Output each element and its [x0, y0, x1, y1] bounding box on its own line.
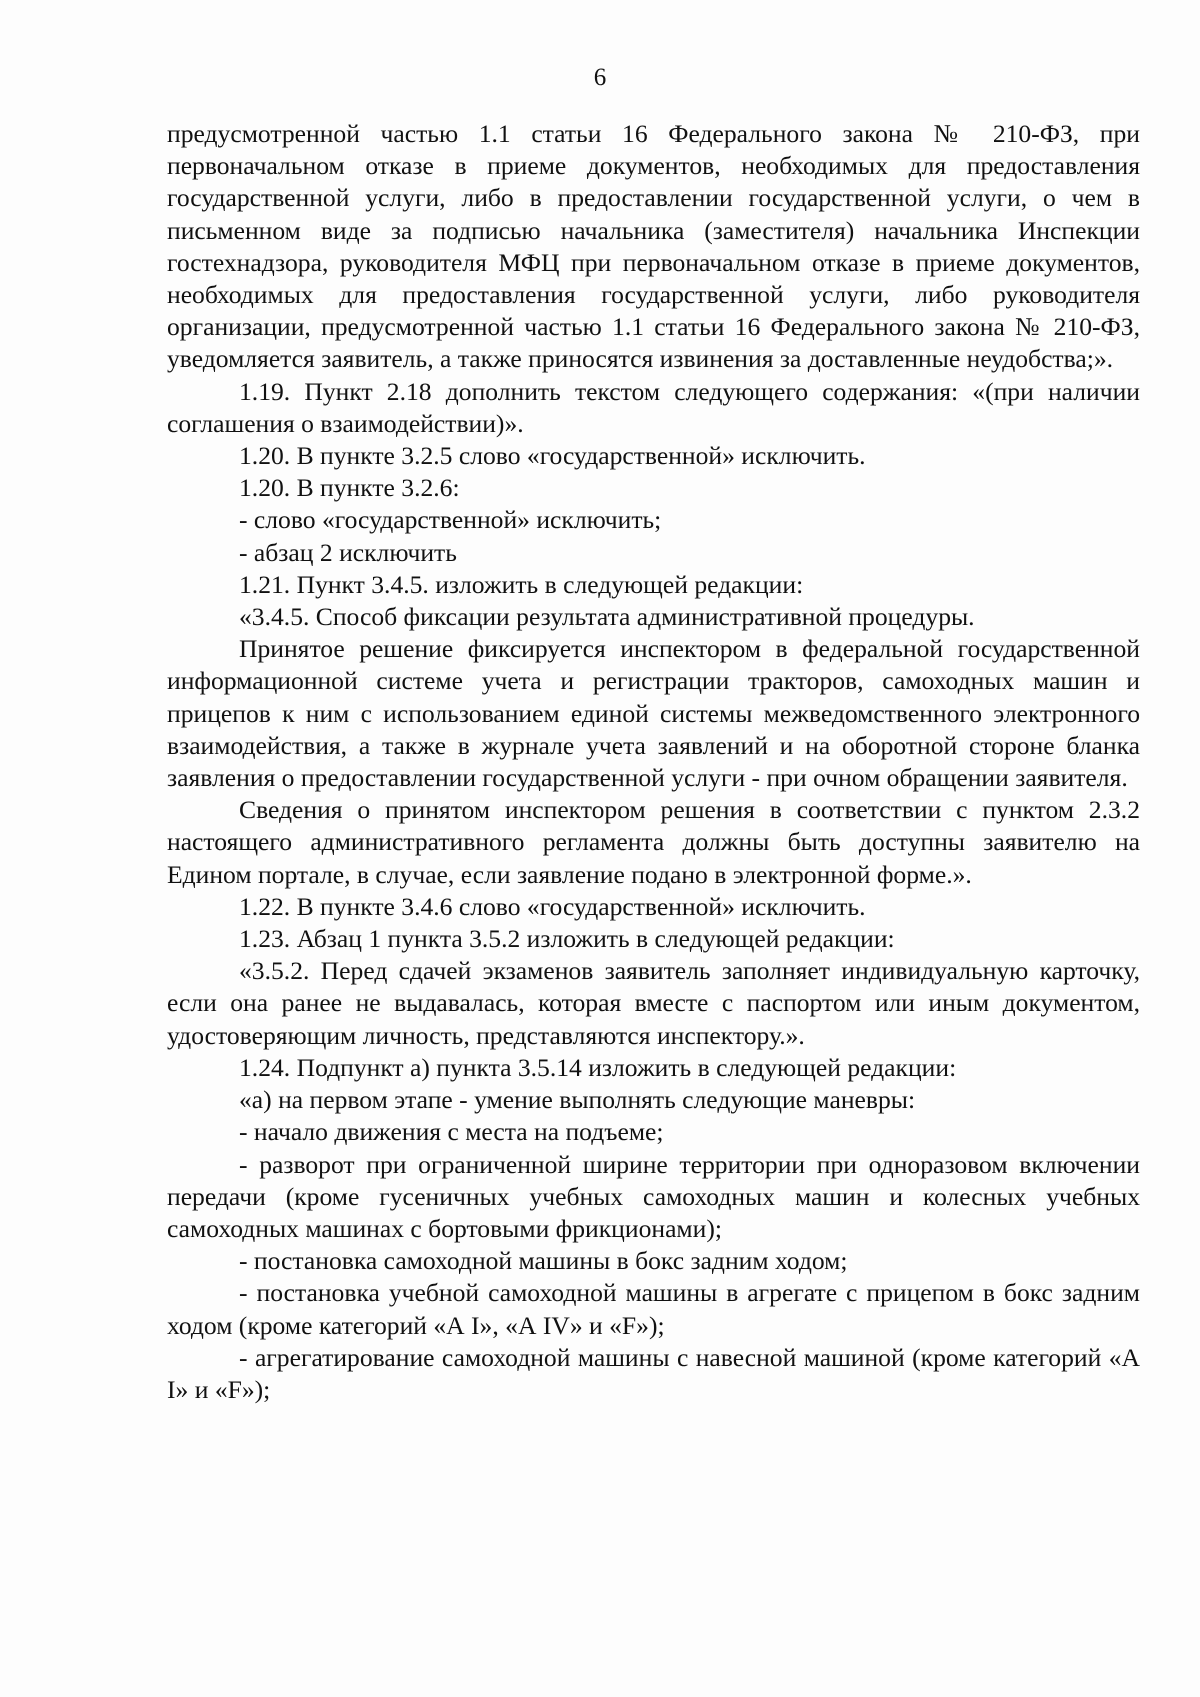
- paragraph-1-23: 1.23. Абзац 1 пункта 3.5.2 изложить в следующей редакции:: [239, 924, 895, 954]
- paragraph-1-20-b: 1.20. В пункте 3.2.6:: [239, 473, 460, 503]
- list-item: - постановка учебной самоходной машины в агрегате с прицепом в бокс задним ходом (кроме категорий «А I», «А IV» и «F»);: [167, 1278, 1140, 1340]
- page-number: 6: [593, 64, 607, 91]
- paragraph-1-20-a: 1.20. В пункте 3.2.5 слово «государственной» исключить.: [239, 441, 866, 471]
- paragraph-3-4-5-heading: «3.4.5. Способ фиксации результата административной процедуры.: [239, 602, 975, 632]
- paragraph-1-22: 1.22. В пункте 3.4.6 слово «государственной» исключить.: [239, 891, 866, 921]
- paragraph-information: Сведения о принятом инспектором решения в соответствии с пунктом 2.3.2 настоящего административного регламента должны быть доступны заявителю на Едином портале, в случае, если заявление подано в электронной форме.».: [167, 795, 1140, 889]
- paragraph-continuation: предусмотренной частью 1.1 статьи 16 Федерального закона № 210-ФЗ, при первоначальном отказе в приеме документов, необходимых для предоставления государственной услуги, либо в предоставлении государственной услуги, о чем в письменном виде за подписью начальника (заместителя) начальника Инспекции гостехнадзора, руководителя МФЦ при первоначальном отказе в приеме документов, необходимых для предоставления государственной услуги, либо руководителя организации, предусмотренной частью 1.1 статьи 16 Федерального закона № 210-ФЗ, уведомляется заявитель, а также приносятся извинения за доставленные неудобства;».: [167, 119, 1140, 374]
- list-item: - абзац 2 исключить: [239, 537, 457, 567]
- list-item: - слово «государственной» исключить;: [239, 505, 662, 535]
- list-item: - постановка самоходной машины в бокс задним ходом;: [239, 1246, 848, 1276]
- paragraph-3-5-2: «3.5.2. Перед сдачей экзаменов заявитель заполняет индивидуальную карточку, если она ранее не выдавалась, которая вместе с паспортом или иным документом, удостоверяющим личность, представляются инспектору.».: [167, 956, 1140, 1050]
- list-item: - начало движения с места на подъеме;: [239, 1117, 664, 1147]
- paragraph-1-21: 1.21. Пункт 3.4.5. изложить в следующей редакции:: [239, 569, 804, 599]
- list-item: - агрегатирование самоходной машины с навесной машиной (кроме категорий «А I» и «F»);: [167, 1342, 1140, 1404]
- document-body: [167, 118, 1140, 1406]
- paragraph-decision: Принятое решение фиксируется инспектором в федеральной государственной информационной системе учета и регистрации тракторов, самоходных машин и прицепов к ним с использованием единой системы межведомственного электронного взаимодействия, а также в журнале учета заявлений и на оборотной стороне бланка заявления о предоставлении государственной услуги - при очном обращении заявителя.: [167, 634, 1140, 793]
- paragraph-1-19: 1.19. Пункт 2.18 дополнить текстом следующего содержания: «(при наличии соглашения о взаимодействии)».: [167, 376, 1140, 438]
- paragraph-first-stage: «а) на первом этапе - умение выполнять следующие маневры:: [239, 1085, 916, 1115]
- list-item: - разворот при ограниченной ширине территории при одноразовом включении передачи (кроме гусеничных учебных самоходных машин и колесных учебных самоходных машинах с бортовыми фрикционами);: [167, 1149, 1140, 1243]
- paragraph-1-24: 1.24. Подпункт а) пункта 3.5.14 изложить в следующей редакции:: [239, 1052, 957, 1082]
